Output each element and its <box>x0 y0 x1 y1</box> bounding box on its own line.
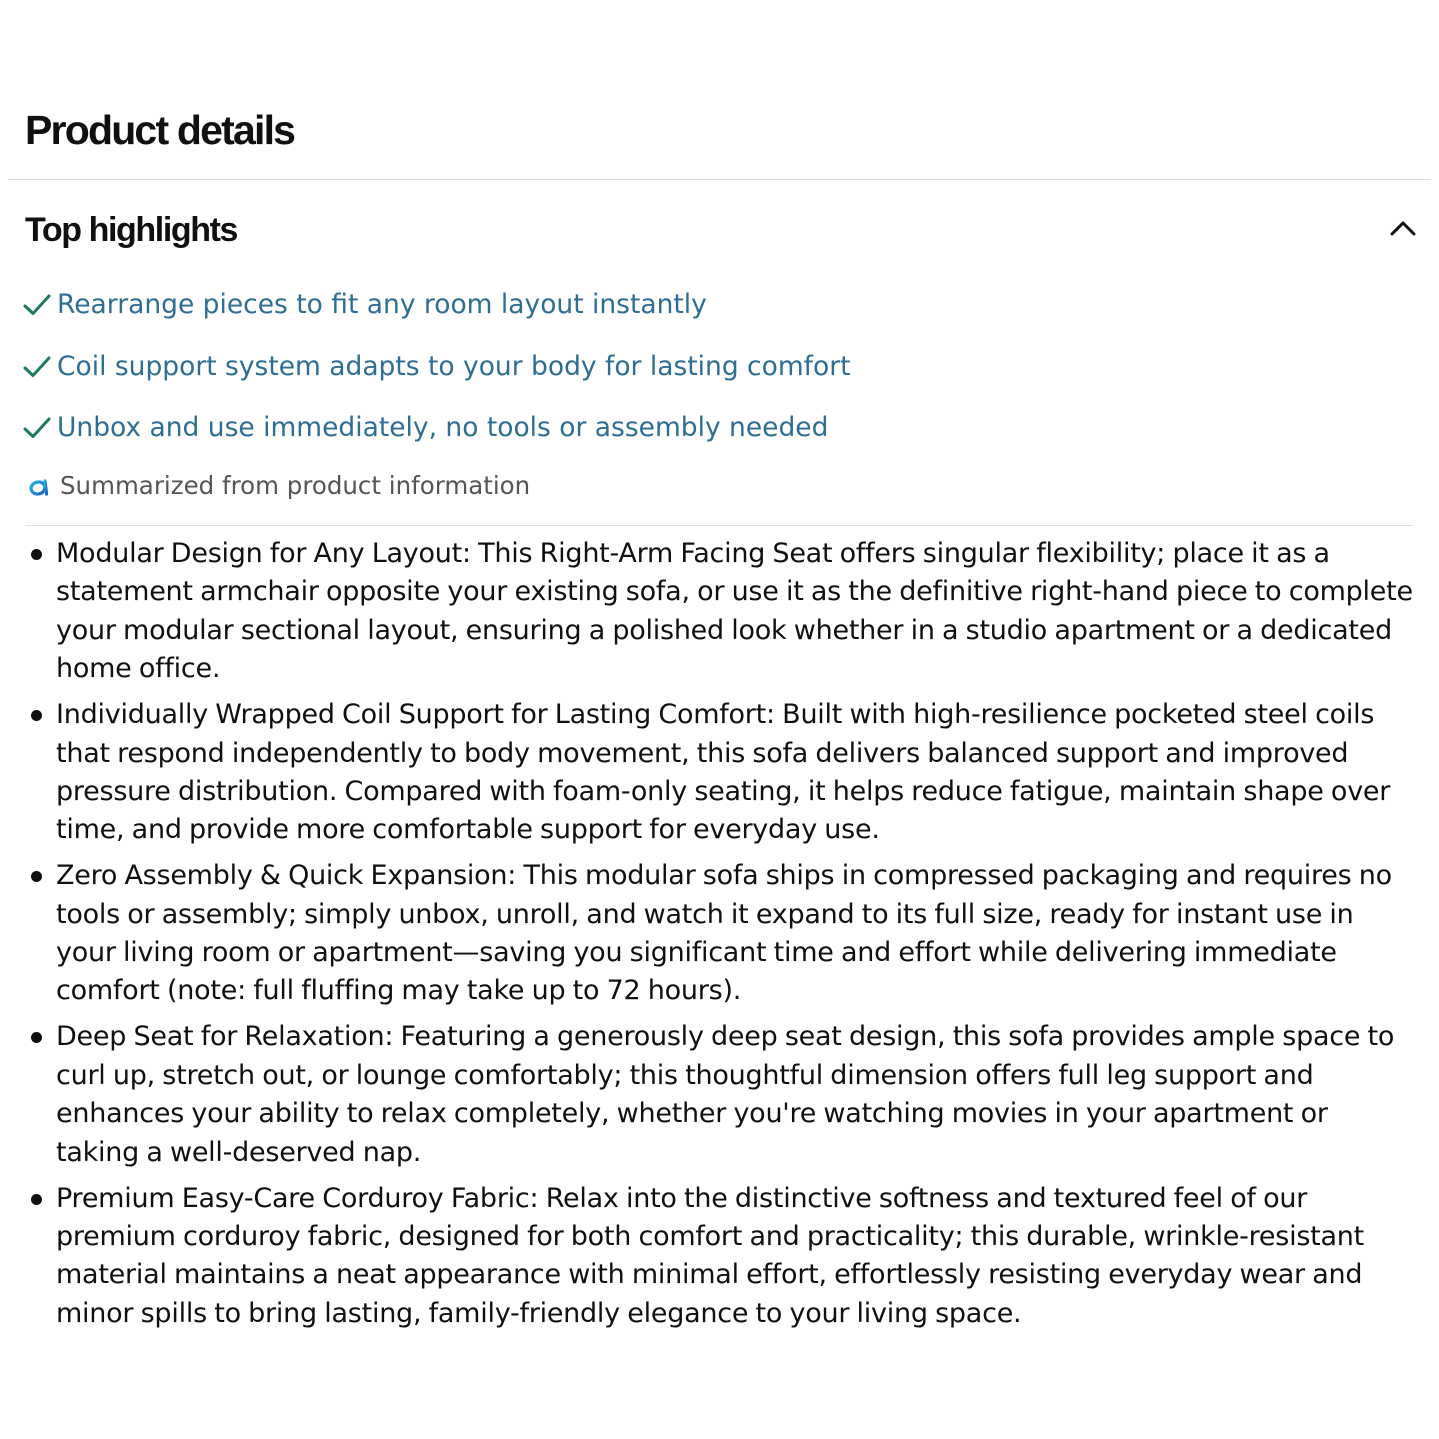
bullet-dot <box>31 871 42 882</box>
detail-bullet-item <box>22 1180 1417 1334</box>
detail-bullet-text: Individually Wrapped Coil Support for Lasting Comfort: Built with high-resilience pocketed steel coils that respond independently to body movement, this sofa delivers balanced support and improved pressure distribution. Compared with foam-only seating, it helps reduce fatigue, maintain shape over time, and provide more comfortable support for everyday use. <box>56 699 1391 846</box>
top-highlights-header[interactable] <box>25 207 1420 253</box>
highlight-item <box>22 408 1417 448</box>
highlight-text: Unbox and use immediately, no tools or assembly needed <box>57 412 829 443</box>
highlight-item <box>22 285 1417 325</box>
detail-bullet-text: Modular Design for Any Layout: This Right-Arm Facing Seat offers singular flexibility; place it as a statement armchair opposite your existing sofa, or use it as the definitive right-hand piece to complete your modular sectional layout, ensuring a polished look whether in a studio apartment or a dedicated home office. <box>56 538 1413 685</box>
detail-bullet-item <box>22 1018 1417 1172</box>
section-divider <box>8 179 1431 180</box>
summary-note <box>26 468 530 504</box>
detail-bullet-text: Zero Assembly & Quick Expansion: This modular sofa ships in compressed packaging and requires no tools or assembly; simply unbox, unroll, and watch it expand to its full size, ready for instant use in your living room or apartment—saving you significant time and effort while delivering immediate comfort (note: full fluffing may take up to 72 hours). <box>56 860 1392 1007</box>
checkmark-icon <box>22 290 52 320</box>
top-highlights-title: Top highlights <box>25 211 238 249</box>
detail-bullet-text: Premium Easy-Care Corduroy Fabric: Relax into the distinctive softness and textured feel of our premium corduroy fabric, designed for both comfort and practicality; this durable, wrinkle-resistant material maintains a neat appearance with minimal effort, effortlessly resisting everyday wear and minor spills to bring lasting, family-friendly elegance to your living space. <box>56 1182 1364 1329</box>
detail-bullet-item <box>22 535 1417 689</box>
bullet-dot <box>31 710 42 721</box>
checkmark-icon <box>22 413 52 443</box>
highlight-text: Coil support system adapts to your body for lasting comfort <box>57 350 851 382</box>
detail-bullet-item <box>22 857 1417 1011</box>
bullet-dot <box>31 1032 42 1043</box>
bullet-dot <box>31 549 42 560</box>
detail-bullet-item <box>22 696 1417 850</box>
detail-bullet-text: Deep Seat for Relaxation: Featuring a generously deep seat design, this sofa provides ample space to curl up, stretch out, or lounge comfortably; this thoughtful dimension offers full leg support and enhances your ability to relax completely, whether you're watching movies in your apartment or taking a well-deserved nap. <box>56 1021 1395 1168</box>
highlight-item <box>22 347 1417 387</box>
highlight-text: Rearrange pieces to fit any room layout instantly <box>57 289 707 320</box>
ai-sparkle-icon <box>26 473 52 499</box>
checkmark-icon <box>22 352 52 382</box>
bullet-dot <box>31 1194 42 1205</box>
page-title: Product details <box>25 107 295 153</box>
summary-text: Summarized from product information <box>60 471 531 500</box>
chevron-up-icon[interactable] <box>1386 211 1420 245</box>
highlights-divider <box>25 525 1413 526</box>
product-details-list <box>22 535 1417 1341</box>
top-highlights-list <box>22 285 1417 470</box>
